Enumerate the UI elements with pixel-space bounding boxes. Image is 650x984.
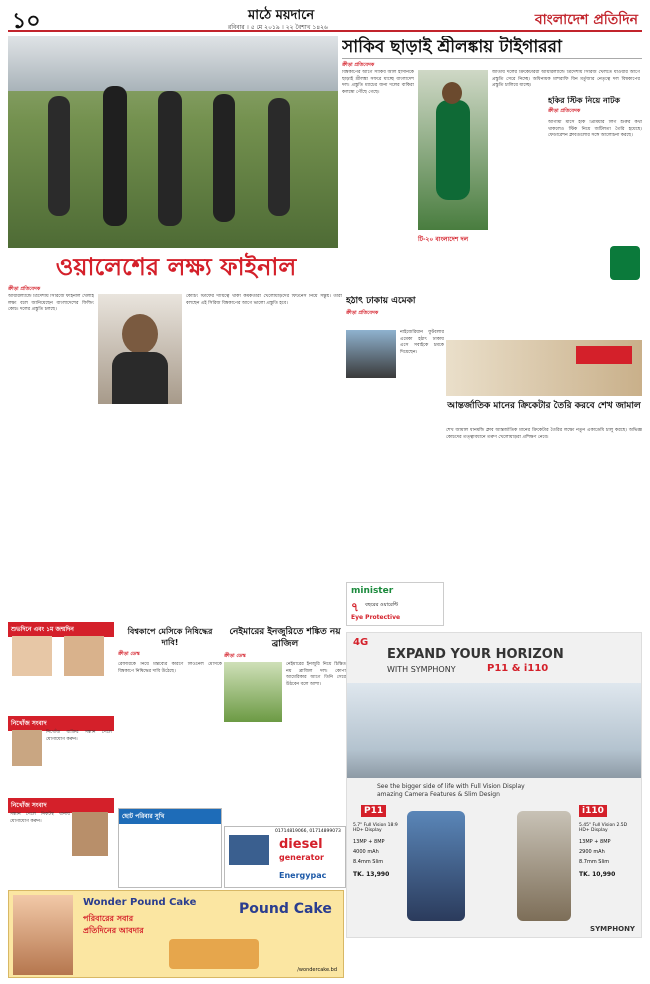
- coach-photo: [98, 294, 182, 404]
- energypac-brand: Energypac: [279, 871, 327, 880]
- symphony-tagline-1: See the bigger side of life with Full Vision Display: [377, 783, 525, 790]
- messi-article: [118, 626, 222, 806]
- model-photo: [13, 895, 73, 975]
- p11-slim: 8.4mm Slim: [353, 859, 384, 865]
- minister-brand: minister: [351, 586, 394, 596]
- symphony-with: WITH SYMPHONY: [387, 665, 456, 674]
- i110-name: i110: [579, 805, 607, 817]
- emeka-photo: [346, 330, 396, 378]
- hockey-headline: হকির স্টিক নিয়ে নাটক: [548, 96, 621, 105]
- energypac-title: diesel: [279, 837, 323, 852]
- wales-headline: ওয়ালেশের লক্ষ্য ফাইনাল: [55, 253, 297, 281]
- birthday-photo: [12, 636, 52, 676]
- wales-col2: কোচিং স্টাফের দায়িত্বে থাকা কর্মকর্তারা খেলোয়াড়দের ফিটনেস নিয়ে সন্তুষ্ট। তারা বলছেন এই সিরিজ বিশ্বকাপের আগে ভালো প্রস্তুতি হবে।: [186, 294, 342, 306]
- symphony-models: P11 & i110: [487, 663, 549, 674]
- wales-article: [8, 252, 344, 622]
- wales-byline: ক্রীড়া প্রতিবেদক: [8, 286, 41, 292]
- i110-slim: 8.7mm Slim: [579, 859, 610, 865]
- messi-byline: ক্রীড়া ডেস্ক: [118, 651, 140, 657]
- hockey-byline: ক্রীড়া প্রতিবেদক: [548, 108, 581, 114]
- messi-headline: বিশ্বকাপে মেসিকে নিষিদ্ধের দাবি!: [127, 627, 213, 647]
- minister-line2: Eye Protective: [351, 614, 401, 621]
- wonder-url: /wondercake.bd: [297, 967, 337, 973]
- missing-photo-2: [72, 812, 108, 856]
- i110-phone-image: [517, 811, 571, 921]
- dateline: রবিবার । ৫ মে ২০১৯ । ২২ বৈশাখ ১৪২৬: [228, 24, 328, 31]
- i110-battery: 2900 mAh: [579, 849, 605, 855]
- neymar-text: নেইমারের ইনজুরি নিয়ে চিন্তিত নয় ব্রাজিল দল। কোপা আমেরিকার আগে তিনি সেরে উঠবেন বলে আশা।: [286, 662, 346, 687]
- energypac-phone: 01714819066, 01714899073: [275, 829, 341, 834]
- p11-price: TK. 13,990: [353, 871, 390, 878]
- symphony-4g: 4G: [353, 637, 369, 648]
- p11-display: 5.7" Full Vision 18:9 HD+ Display: [353, 823, 398, 833]
- wonder-line2: প্রতিদিনের আবদার: [83, 926, 144, 935]
- i110-display: 5.45" Full Vision 2.5D HD+ Display: [579, 823, 628, 833]
- p11-phone-image: [407, 811, 465, 921]
- emeka-article: [346, 296, 444, 506]
- missing-photo-1: [12, 730, 42, 766]
- i110-price: TK. 10,990: [579, 871, 616, 878]
- p11-name: P11: [361, 805, 386, 817]
- hockey-logo: [610, 246, 640, 280]
- page-number: ১০: [12, 9, 41, 34]
- symphony-ad[interactable]: [346, 632, 642, 938]
- sheikh-jamal-article: [446, 340, 642, 530]
- t20-caption: টি-২০ বাংলাদেশ দল: [418, 236, 469, 243]
- energypac-sub: generator: [279, 853, 324, 862]
- wonder-product: Pound Cake: [239, 901, 332, 917]
- sakib-text-col: বিশ্বকাপের আগে সাকিব আল হাসানকে ছাড়াই শ্রীলঙ্কা সফরে যাচ্ছে বাংলাদেশ দল। প্রস্তুতি ম্যাচের জন্য দলের বাকিরা কলম্বো পৌঁছে গেছে।: [342, 70, 414, 95]
- birthday-heading: শুভদিনে এবং ১ম জন্মদিন: [8, 622, 114, 637]
- neymar-article: [224, 626, 346, 826]
- symphony-tagline-2: amazing Camera Features & Slim Design: [377, 791, 500, 798]
- symphony-headline: EXPAND YOUR HORIZON: [387, 647, 564, 662]
- sakib-text-col2: জাতীয় দলের ক্রিকেটাররা আয়ারল্যান্ডে ত্রিদেশীয় সিরিজ খেলতে যাওয়ার আগে প্রস্তুতি সেরে নিচ্ছে। অধিনায়ক মাশরাফি বিন মর্তুজার নেতৃত্বে দল বিশ্বকাপের প্রস্তুতি চালিয়ে যাচ্ছে।: [492, 70, 640, 89]
- minister-ad[interactable]: [346, 582, 444, 626]
- sheikh-jamal-headline: আন্তর্জাতিক মানের ক্রিকেটার তৈরি করবে শেখ জামাল: [447, 401, 641, 411]
- i110-camera: 13MP + 8MP: [579, 839, 611, 845]
- hockey-text: আগামী মাসে হকি প্রিমিয়ার লিগ শুরুর কথা থাকলেও স্টিক নিয়ে জটিলতা তৈরি হয়েছে। ফেডারেশন ক্লাবগুলোর সঙ্গে আলোচনা করছে।: [548, 120, 642, 139]
- missing-text-1: নিখোঁজ ব্যক্তির সন্ধান পেলে যোগাযোগ করুন।: [46, 730, 112, 742]
- wonder-brand: Wonder Pound Cake: [83, 897, 197, 908]
- p11-battery: 4000 mAh: [353, 849, 379, 855]
- sakib-photo: [418, 70, 488, 230]
- sheikh-jamal-text: শেখ জামাল ধানমন্ডি ক্লাব আন্তর্জাতিক মানের ক্রিকেটার তৈরির লক্ষ্যে নতুন একাডেমি চালু করছে। অভিজ্ঞ কোচদের তত্ত্বাবধানে তরুণ খেলোয়াড়রা প্রশিক্ষণ নেবে।: [446, 428, 642, 440]
- p11-camera: 13MP + 8MP: [353, 839, 385, 845]
- generator-image: [229, 835, 269, 865]
- dhaka-headline: হঠাৎ ঢাকায় এমেকা: [346, 296, 416, 306]
- neymar-photo: [224, 662, 282, 722]
- wonder-cake-ad[interactable]: [8, 890, 344, 978]
- wales-col1: আয়ারল্যান্ডে ত্রিদেশীয় সিরিজে ফাইনাল খেলাই লক্ষ্য বলে জানিয়েছেন বাংলাদেশের ফিল্ডিং কোচ। দলের প্রস্তুতি চলছে।: [8, 294, 94, 313]
- wonder-line1: পরিবারের সবার: [83, 914, 134, 923]
- emeka-text: নাইজেরিয়ান ফুটবলার এমেকা হঠাৎ ঢাকায় এসে সবাইকে চমকে দিয়েছেন।: [400, 330, 444, 355]
- sheikh-jamal-photo: [446, 340, 642, 396]
- missing-heading-1: নিখোঁজ সংবাদ: [8, 716, 114, 731]
- masthead: [8, 6, 642, 32]
- paper-name: বাংলাদেশ প্রতিদিন: [534, 12, 638, 28]
- neymar-headline: নেইমারের ইনজুরিতে শঙ্কিত নয় ব্রাজিল: [229, 627, 341, 649]
- sakib-headline: সাকিব ছাড়াই শ্রীলঙ্কায় টাইগাররা: [342, 36, 642, 59]
- energypac-ad[interactable]: [224, 826, 346, 888]
- missing-heading-2: নিখোঁজ সংবাদ: [8, 798, 114, 813]
- sakib-byline: ক্রীড়া প্রতিবেদক: [342, 62, 375, 68]
- minister-line1: বছরের ওয়ারেন্টি: [365, 602, 399, 608]
- training-photo: [8, 36, 338, 248]
- missing-text-2: সন্ধান পেলে নিকটস্থ থানায় যোগাযোগ করুন।: [10, 812, 70, 824]
- birthday-photo2: [64, 636, 104, 676]
- cake-image: [169, 939, 259, 969]
- small-family-ad: [118, 808, 222, 888]
- dhaka-byline: ক্রীড়া প্রতিবেদক: [346, 310, 379, 316]
- small-ad-heading: ছোট পরিবার সুখি: [119, 809, 221, 824]
- section-title: মাঠে ময়দানে: [248, 8, 315, 23]
- mountain-scene: [347, 683, 642, 778]
- minister-years: ৭: [351, 600, 359, 614]
- symphony-footer: SYMPHONY: [590, 925, 635, 933]
- messi-text: রেফারিকে নিয়ে মন্তব্যের কারণে লিওনেল মেসিকে বিশ্বকাপে নিষিদ্ধের দাবি উঠেছে।: [118, 662, 222, 674]
- neymar-byline: ক্রীড়া ডেস্ক: [224, 653, 246, 659]
